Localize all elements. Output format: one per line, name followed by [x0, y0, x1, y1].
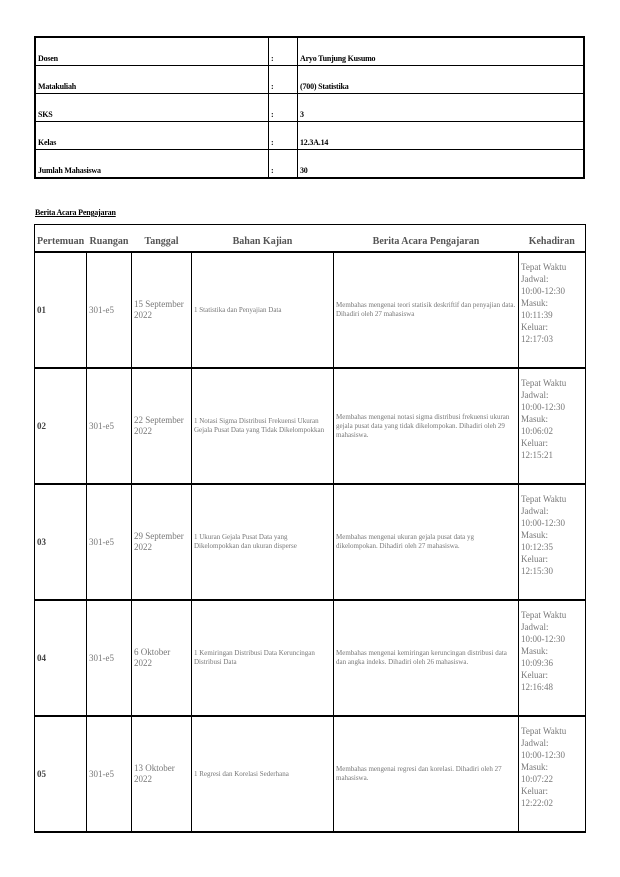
info-separator: :	[269, 37, 298, 66]
kehadiran-keluar-label: Keluar:	[521, 322, 548, 332]
cell-berita-acara: Membahas mengenai notasi sigma distribusi frekuensi ukuran gejala pusat data yang tidak dikelompokan. Dihadiri oleh 29 mahasiswa.	[334, 368, 519, 484]
kehadiran-status: Tepat Waktu	[521, 610, 567, 620]
cell-pertemuan: 03	[35, 484, 87, 600]
kehadiran-jadwal-label: Jadwal:	[521, 506, 549, 516]
info-row-kelas	[35, 122, 584, 150]
table-header-row	[35, 225, 586, 253]
cell-bahan-kajian: 1 Ukuran Gejala Pusat Data yang Dikelompokkan dan ukuran disperse	[192, 484, 334, 600]
info-label: Kelas	[35, 122, 269, 150]
cell-ruangan: 301-e5	[87, 716, 132, 832]
info-separator: :	[269, 122, 298, 150]
kehadiran-jadwal: 10:00-12:30	[521, 518, 565, 528]
kehadiran-masuk-label: Masuk:	[521, 298, 548, 308]
header-kehadiran: Kehadiran	[519, 225, 586, 253]
info-row-sks	[35, 94, 584, 122]
info-row-jumlah-mahasiswa	[35, 150, 584, 179]
kehadiran-masuk-label: Masuk:	[521, 530, 548, 540]
table-row	[35, 484, 586, 600]
cell-bahan-kajian: 1 Notasi Sigma Distribusi Frekuensi Ukuran Gejala Pusat Data yang Tidak Dikelompokkan	[192, 368, 334, 484]
info-value: 30	[298, 150, 585, 179]
info-separator: :	[269, 66, 298, 94]
kehadiran-masuk: 10:06:02	[521, 426, 554, 436]
kehadiran-jadwal: 10:00-12:30	[521, 402, 565, 412]
cell-ruangan: 301-e5	[87, 368, 132, 484]
kehadiran-jadwal: 10:00-12:30	[521, 750, 565, 760]
course-info-table	[34, 36, 585, 179]
info-value: 12.3A.14	[298, 122, 585, 150]
kehadiran-masuk: 10:09:36	[521, 658, 554, 668]
teaching-record-table	[34, 224, 586, 833]
info-value: (700) Statistika	[298, 66, 585, 94]
cell-berita-acara: Membahas mengenai ukuran gejala pusat data yg dikelompokan. Dihadiri oleh 27 mahasiswa.	[334, 484, 519, 600]
cell-pertemuan: 01	[35, 252, 87, 368]
cell-kehadiran	[519, 368, 586, 484]
info-separator: :	[269, 94, 298, 122]
kehadiran-masuk: 10:12:35	[521, 542, 554, 552]
cell-ruangan: 301-e5	[87, 484, 132, 600]
table-row	[35, 600, 586, 716]
table-row	[35, 716, 586, 832]
kehadiran-jadwal-label: Jadwal:	[521, 622, 549, 632]
kehadiran-masuk: 10:07:22	[521, 774, 554, 784]
cell-pertemuan: 04	[35, 600, 87, 716]
kehadiran-masuk-label: Masuk:	[521, 414, 548, 424]
kehadiran-keluar: 12:16:48	[521, 682, 554, 692]
cell-tanggal: 15 September 2022	[132, 252, 192, 368]
cell-bahan-kajian: 1 Regresi dan Korelasi Sederhana	[192, 716, 334, 832]
kehadiran-jadwal-label: Jadwal:	[521, 738, 549, 748]
cell-berita-acara: Membahas mengenai regresi dan korelasi. Dihadiri oleh 27 mahasiswa.	[334, 716, 519, 832]
cell-kehadiran	[519, 484, 586, 600]
kehadiran-keluar: 12:17:03	[521, 334, 554, 344]
cell-tanggal: 22 September 2022	[132, 368, 192, 484]
header-berita-acara: Berita Acara Pengajaran	[334, 225, 519, 253]
cell-tanggal: 13 Oktober 2022	[132, 716, 192, 832]
cell-tanggal: 29 September 2022	[132, 484, 192, 600]
table-continuation-line	[34, 792, 35, 802]
cell-ruangan: 301-e5	[87, 600, 132, 716]
kehadiran-keluar: 12:15:30	[521, 566, 554, 576]
kehadiran-jadwal: 10:00-12:30	[521, 286, 565, 296]
kehadiran-keluar-label: Keluar:	[521, 554, 548, 564]
section-title: Berita Acara Pengajaran	[35, 208, 116, 217]
kehadiran-keluar-label: Keluar:	[521, 438, 548, 448]
header-ruangan: Ruangan	[87, 225, 132, 253]
kehadiran-status: Tepat Waktu	[521, 262, 567, 272]
cell-kehadiran	[519, 600, 586, 716]
kehadiran-jadwal-label: Jadwal:	[521, 390, 549, 400]
info-label: Jumlah Mahasiswa	[35, 150, 269, 179]
cell-kehadiran	[519, 252, 586, 368]
kehadiran-keluar-label: Keluar:	[521, 786, 548, 796]
cell-bahan-kajian: 1 Kemiringan Distribusi Data Keruncingan Distribusi Data	[192, 600, 334, 716]
cell-bahan-kajian: 1 Statistika dan Penyajian Data	[192, 252, 334, 368]
info-value: 3	[298, 94, 585, 122]
cell-berita-acara: Membahas mengenai teori statisik deskriftif dan penyajian data. Dihadiri oleh 27 mahasiswa	[334, 252, 519, 368]
table-row	[35, 252, 586, 368]
header-bahan-kajian: Bahan Kajian	[192, 225, 334, 253]
kehadiran-status: Tepat Waktu	[521, 494, 567, 504]
kehadiran-status: Tepat Waktu	[521, 378, 567, 388]
cell-pertemuan: 02	[35, 368, 87, 484]
info-row-matakuliah	[35, 66, 584, 94]
cell-pertemuan: 05	[35, 716, 87, 832]
header-pertemuan: Pertemuan	[35, 225, 87, 253]
kehadiran-status: Tepat Waktu	[521, 726, 567, 736]
kehadiran-keluar: 12:15:21	[521, 450, 554, 460]
info-label: Dosen	[35, 37, 269, 66]
cell-ruangan: 301-e5	[87, 252, 132, 368]
kehadiran-jadwal-label: Jadwal:	[521, 274, 549, 284]
cell-tanggal: 6 Oktober 2022	[132, 600, 192, 716]
kehadiran-jadwal: 10:00-12:30	[521, 634, 565, 644]
info-label: Matakuliah	[35, 66, 269, 94]
header-tanggal: Tanggal	[132, 225, 192, 253]
cell-berita-acara: Membahas mengenai kemiringan keruncingan distribusi data dan angka indeks. Dihadiri oleh 26 mahasiswa.	[334, 600, 519, 716]
info-row-dosen	[35, 37, 584, 66]
kehadiran-keluar: 12:22:02	[521, 798, 554, 808]
info-separator: :	[269, 150, 298, 179]
kehadiran-masuk-label: Masuk:	[521, 646, 548, 656]
kehadiran-masuk: 10:11:39	[521, 310, 553, 320]
table-row	[35, 368, 586, 484]
info-value: Aryo Tunjung Kusumo	[298, 37, 585, 66]
cell-kehadiran	[519, 716, 586, 832]
kehadiran-masuk-label: Masuk:	[521, 762, 548, 772]
info-label: SKS	[35, 94, 269, 122]
kehadiran-keluar-label: Keluar:	[521, 670, 548, 680]
